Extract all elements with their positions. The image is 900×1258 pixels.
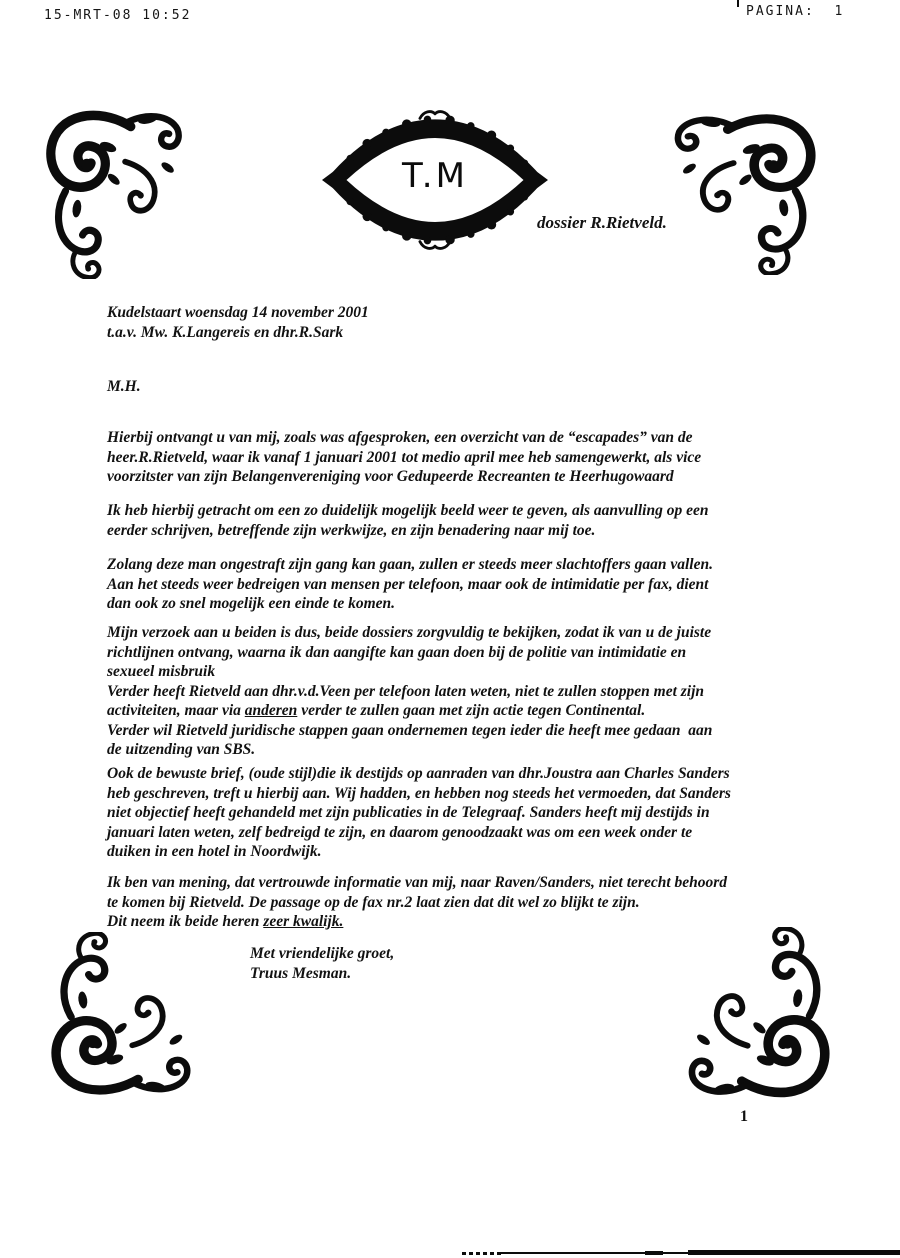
letter-salutation: M.H.: [107, 378, 141, 395]
dossier-reference: dossier R.Rietveld.: [537, 213, 667, 232]
corner-flourish-top-right-icon: [660, 107, 822, 275]
text-segment: verder te zullen gaan met zijn actie tegen Continental.: [297, 702, 646, 719]
letter-paragraph-1: Hierbij ontvangt u van mij, zoals was afgesproken, een overzicht van de “escapades” van de heer.R.Rietveld, waar ik vanaf 1 januari 2001 tot medio april mee heb samengewerkt, als vice voorzitster van zijn Belangenvereniging voor Gedupeerde Recreanten te Heerhugowaard: [107, 429, 702, 485]
corner-flourish-bottom-right-icon: [674, 927, 836, 1105]
letter-paragraph-4: [107, 623, 712, 760]
scan-artifact-tick: [737, 0, 739, 7]
text-segment: Dit neem ik beide heren: [107, 913, 264, 930]
letter-paragraph-4-part-b: Verder wil Rietveld juridische stappen gaan ondernemen tegen ieder die heeft mee gedaan aan de uitzending van SBS.: [107, 721, 713, 758]
letter-paragraph-6-lines: Ik ben van mening, dat vertrouwde informatie van mij, naar Raven/Sanders, niet terecht behoord te komen bij Rietveld. De passage op de fax nr.2 laat zien dat dit wel zo blijkt te zijn.: [107, 874, 728, 911]
letter-paragraph-4-part-a: Mijn verzoek aan u beiden is dus, beide dossiers zorgvuldig te bekijken, zodat ik van u de juiste richtlijnen ontvang, waarna ik dan aangifte kan gaan doen bij de politie van intimidatie en sexueel misbruik Verder heeft Rietveld aan dhr.v.d.Veen per telefoon laten weten, niet te zullen stoppen met zijn: [107, 624, 712, 700]
fax-page-label: PAGINA: 1: [746, 4, 845, 19]
letter-paragraph-2: Ik heb hierbij getracht om een zo duidelijk mogelijk beeld weer te geven, als aanvulling op een eerder schrijven, betreffende zijn werkwijze, en zijn benadering naar mij toe.: [107, 502, 709, 539]
letter-paragraph-3: Zolang deze man ongestraft zijn gang kan gaan, zullen er steeds meer slachtoffers gaan vallen. Aan het steeds weer bedreigen van mensen per telefoon, maar ook de intimidatie per fax, dient dan ook zo snel mogelijk een einde te komen.: [107, 556, 713, 612]
letter-paragraph-6: [107, 873, 727, 932]
fax-timestamp: 15-MRT-08 10:52: [44, 8, 192, 23]
underlined-word: anderen: [244, 702, 298, 719]
corner-flourish-bottom-left-icon: [45, 932, 205, 1102]
scan-artifact-line-thick: [688, 1250, 900, 1255]
letter-dateline: Kudelstaart woensdag 14 november 2001: [107, 304, 369, 321]
letter-dateline-block: [107, 303, 369, 343]
page-number: 1: [740, 1108, 748, 1125]
letter-paragraph-6-underlined-line: [107, 912, 727, 932]
text-segment: activiteiten, maar via: [107, 702, 245, 719]
scan-artifact-dashes: [462, 1252, 502, 1255]
underlined-phrase: zeer kwalijk.: [263, 913, 344, 930]
monogram-initials: T.M: [402, 156, 468, 196]
letter-attention-line: t.a.v. Mw. K.Langereis en dhr.R.Sark: [107, 324, 344, 341]
scan-artifact-blob: [645, 1251, 663, 1255]
letter-paragraph-4-underlined-line: [107, 701, 712, 721]
letter-closing: Met vriendelijke groet, Truus Mesman.: [250, 945, 395, 982]
letter-paragraph-5: Ook de bewuste brief, (oude stijl)die ik destijds op aanraden van dhr.Joustra aan Charles Sanders heb geschreven, treft u hierbij aan. Wij hadden, en hebben nog steeds het vermoeden, dat Sanders niet objectief heeft gehandeld met zijn publicaties in de Telegraaf. Sanders heeft mij destijds in januari laten weten, zelf bedreigd te zijn, en daarom genoodzaakt was om een week onder te duiken in een hotel in Noordwijk.: [107, 765, 731, 860]
corner-flourish-top-left-icon: [40, 103, 196, 279]
